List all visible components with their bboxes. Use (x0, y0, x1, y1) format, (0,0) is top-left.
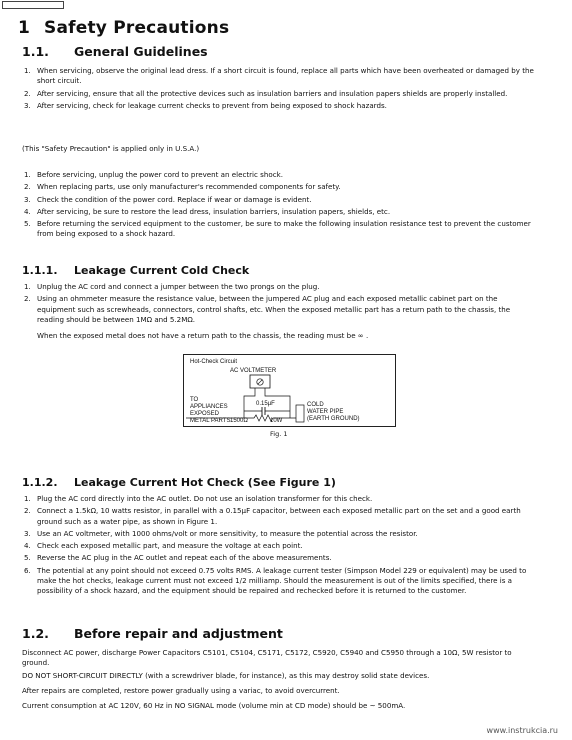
metal-parts-label: METAL PARTS (190, 418, 231, 424)
voltmeter-icon (250, 375, 270, 388)
repair-paragraph-3: After repairs are completed, restore power gradually using a variac, to avoid overcurrent. (22, 686, 340, 695)
subsection-heading-hot-check: 1.1.2. Leakage Current Hot Check (See Figure 1) (22, 476, 336, 489)
list-item: 2. When replacing parts, use only manufacturer's recommended components for safety. (24, 182, 341, 192)
wire-right (265, 388, 290, 411)
list-item: 5. Before returning the serviced equipment to the customer, be sure to make the following insulation resistance test to prevent the customer from being exposed to a shock hazard. (24, 219, 531, 239)
repair-paragraph-1: Disconnect AC power, discharge Power Capacitors C5101, C5104, C5171, C5172, C5920, C5940 and C5950 through a 10Ω, 5W resistor to ground. (22, 648, 512, 668)
page-title: 1 Safety Precautions (18, 18, 230, 38)
voltmeter-label: AC VOLTMETER (230, 368, 277, 374)
hot-check-list (24, 494, 534, 599)
footer-watermark: www.instrukcia.ru (486, 726, 558, 735)
list-item: 2. Connect a 1.5kΩ, 10 watts resistor, in parallel with a 0.15µF capacitor, between each exposed metallic part on the set and a good earth ground such as a water pipe, as shown in Figure 1. (24, 506, 521, 526)
water-pipe-label: WATER PIPE (307, 409, 344, 415)
list-item: 6. The potential at any point should not exceed 0.75 volts RMS. A leakage current tester (Simpson Model 229 or equivalent) may be used to make the hot checks, leakage current must not exceed 1/2 milliamp. Should the measurement is out of the limits specified, there is a possibility of a shock hazard, and the equipment should be repaired and rechecked before it is returned to the customer. (24, 565, 527, 596)
wire-left (244, 388, 255, 411)
list-item: 4. After servicing, be sure to restore the lead dress, insulation barriers, insulation papers, shields, etc. (24, 206, 391, 216)
list-item: 1. Before servicing, unplug the power cord to prevent an electric shock. (24, 170, 283, 179)
repair-paragraph-4: Current consumption at AC 120V, 60 Hz in NO SIGNAL mode (volume min at CD mode) should be ~ 500mA. (22, 701, 406, 710)
list-item: 3. Use an AC voltmeter, with 1000 ohms/volt or more sensitivity, to measure the potential across the resistor. (24, 528, 418, 538)
resistor-value-label: 1500Ω (230, 418, 248, 424)
repair-paragraph-2: DO NOT SHORT-CIRCUIT DIRECTLY (with a screwdriver blade, for instance), as this may destroy solid state devices. (22, 671, 430, 680)
list-item: 1. When servicing, observe the original lead dress. If a short circuit is found, replace all parts which have been overheated or damaged by the short circuit. (24, 66, 534, 86)
header-box (2, 1, 64, 9)
section-heading-before-repair: 1.2. Before repair and adjustment (22, 626, 283, 641)
usa-note: (This "Safety Precaution" is applied only in U.S.A.) (22, 144, 200, 153)
hot-check-circuit-figure (183, 354, 396, 427)
list-item: 5. Reverse the AC plug in the AC outlet and repeat each of the above measurements. (24, 553, 332, 563)
capacitor-label: 0.15µF (256, 401, 275, 407)
circuit-diagram (184, 355, 395, 426)
usa-precautions-list (24, 170, 534, 242)
meter-needle (258, 380, 262, 384)
water-pipe-icon (296, 405, 304, 422)
figure-caption: Fig. 1 (270, 430, 288, 438)
list-item: 4. Check each exposed metallic part, and measure the voltage at each point. (24, 541, 303, 551)
list-item: 2. After servicing, ensure that all the protective devices such as insulation barriers and insulation papers shields are properly installed. (24, 88, 508, 98)
list-item: 3. Check the condition of the power cord. Replace if wear or damage is evident. (24, 194, 312, 204)
subsection-heading-cold-check: 1.1.1. Leakage Current Cold Check (22, 264, 250, 277)
appliances-label: APPLIANCES (190, 404, 228, 410)
watts-label: 10W (270, 418, 283, 424)
to-label: TO (190, 397, 199, 403)
cold-label: COLD (307, 402, 324, 408)
list-item: 1. Unplug the AC cord and connect a jumper between the two prongs on the plug. (24, 282, 320, 291)
list-item: 3. After servicing, check for leakage current checks to prevent from being exposed to shock hazards. (24, 100, 387, 110)
list-item: 2. Using an ohmmeter measure the resistance value, between the jumpered AC plug and each exposed metallic cabinet part on the equipment such as screwheads, connectors, control shafts, etc. When the exposed metallic part has a return path to the chassis, the reading should be between 1MΩ and 5.2MΩ. (24, 294, 511, 324)
cold-check-list (24, 282, 534, 327)
section-heading-general-guidelines: 1.1. General Guidelines (22, 44, 208, 59)
general-guidelines-list (24, 66, 534, 113)
earth-ground-label: (EARTH GROUND) (307, 416, 360, 422)
list-item: 1. Plug the AC cord directly into the AC outlet. Do not use an isolation transformer for this check. (24, 494, 373, 503)
exposed-label: EXPOSED (190, 411, 220, 417)
cold-check-note: When the exposed metal does not have a return path to the chassis, the reading must be ∞ . (37, 331, 369, 340)
circuit-title: Hot-Check Circuit (190, 359, 238, 365)
